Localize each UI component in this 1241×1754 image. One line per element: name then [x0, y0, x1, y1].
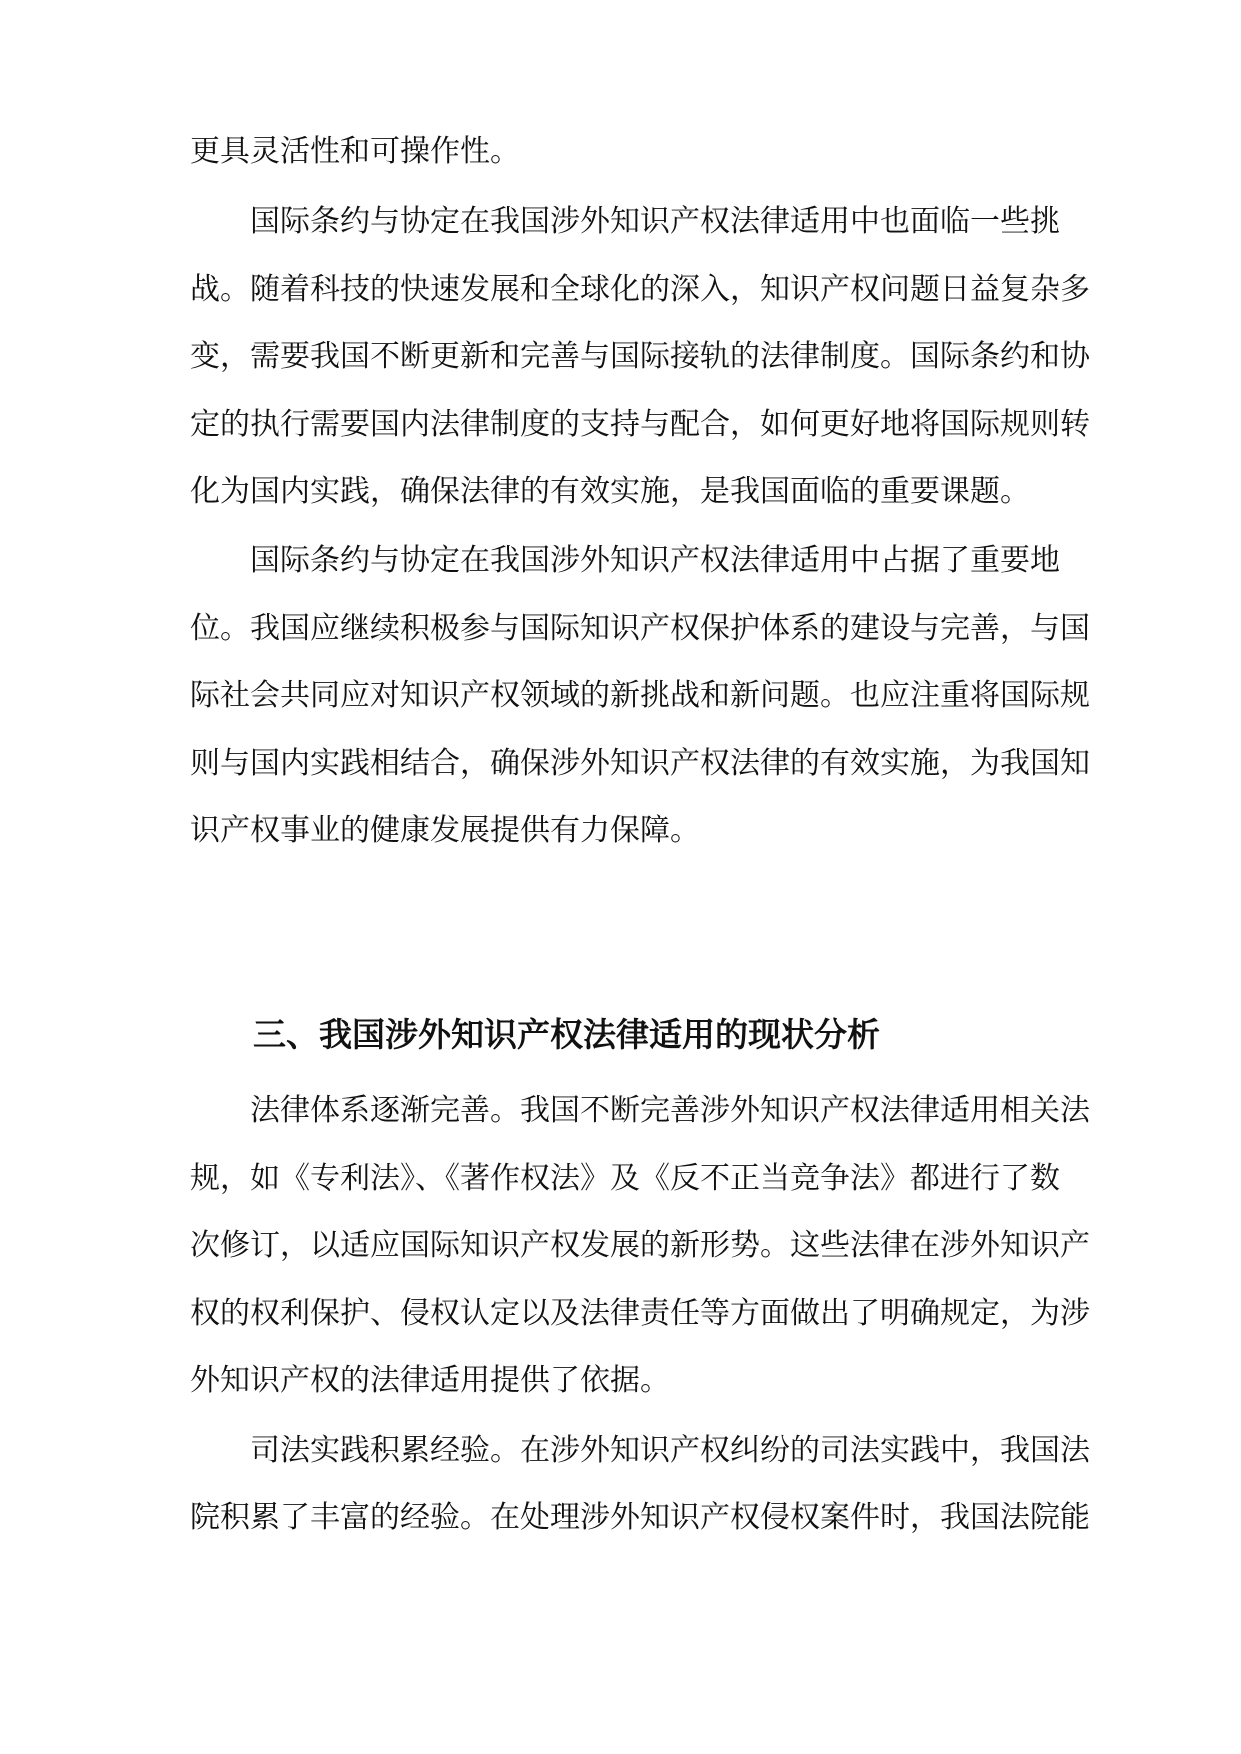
paragraph-line: 国际条约与协定在我国涉外知识产权法律适用中也面临一些挑	[250, 204, 1060, 239]
paragraph-line: 外知识产权的法律适用提供了依据。	[190, 1363, 670, 1398]
paragraph-line: 则与国内实践相结合，确保涉外知识产权法律的有效实施，为我国知	[190, 746, 1090, 781]
paragraph-line: 规，如《专利法》、《著作权法》及《反不正当竞争法》都进行了数	[190, 1161, 1060, 1196]
paragraph-line: 更具灵活性和可操作性。	[190, 134, 520, 169]
paragraph-line: 司法实践积累经验。在涉外知识产权纠纷的司法实践中，我国法	[250, 1433, 1090, 1468]
paragraph-line: 识产权事业的健康发展提供有力保障。	[190, 813, 700, 848]
section-heading: 三、我国涉外知识产权法律适用的现状分析	[253, 1015, 880, 1054]
paragraph-line: 际社会共同应对知识产权领域的新挑战和新问题。也应注重将国际规	[190, 678, 1090, 713]
paragraph-line: 战。随着科技的快速发展和全球化的深入，知识产权问题日益复杂多	[190, 272, 1090, 307]
paragraph-line: 化为国内实践，确保法律的有效实施，是我国面临的重要课题。	[190, 474, 1030, 509]
paragraph-line: 定的执行需要国内法律制度的支持与配合，如何更好地将国际规则转	[190, 407, 1090, 442]
paragraph-line: 变，需要我国不断更新和完善与国际接轨的法律制度。国际条约和协	[190, 339, 1090, 374]
paragraph-line: 权的权利保护、侵权认定以及法律责任等方面做出了明确规定，为涉	[190, 1296, 1090, 1331]
paragraph-line: 国际条约与协定在我国涉外知识产权法律适用中占据了重要地	[250, 543, 1060, 578]
paragraph-line: 次修订，以适应国际知识产权发展的新形势。这些法律在涉外知识产	[190, 1228, 1090, 1263]
paragraph-line: 院积累了丰富的经验。在处理涉外知识产权侵权案件时，我国法院能	[190, 1500, 1090, 1535]
paragraph-line: 位。我国应继续积极参与国际知识产权保护体系的建设与完善，与国	[190, 611, 1090, 646]
paragraph-line: 法律体系逐渐完善。我国不断完善涉外知识产权法律适用相关法	[250, 1093, 1090, 1128]
